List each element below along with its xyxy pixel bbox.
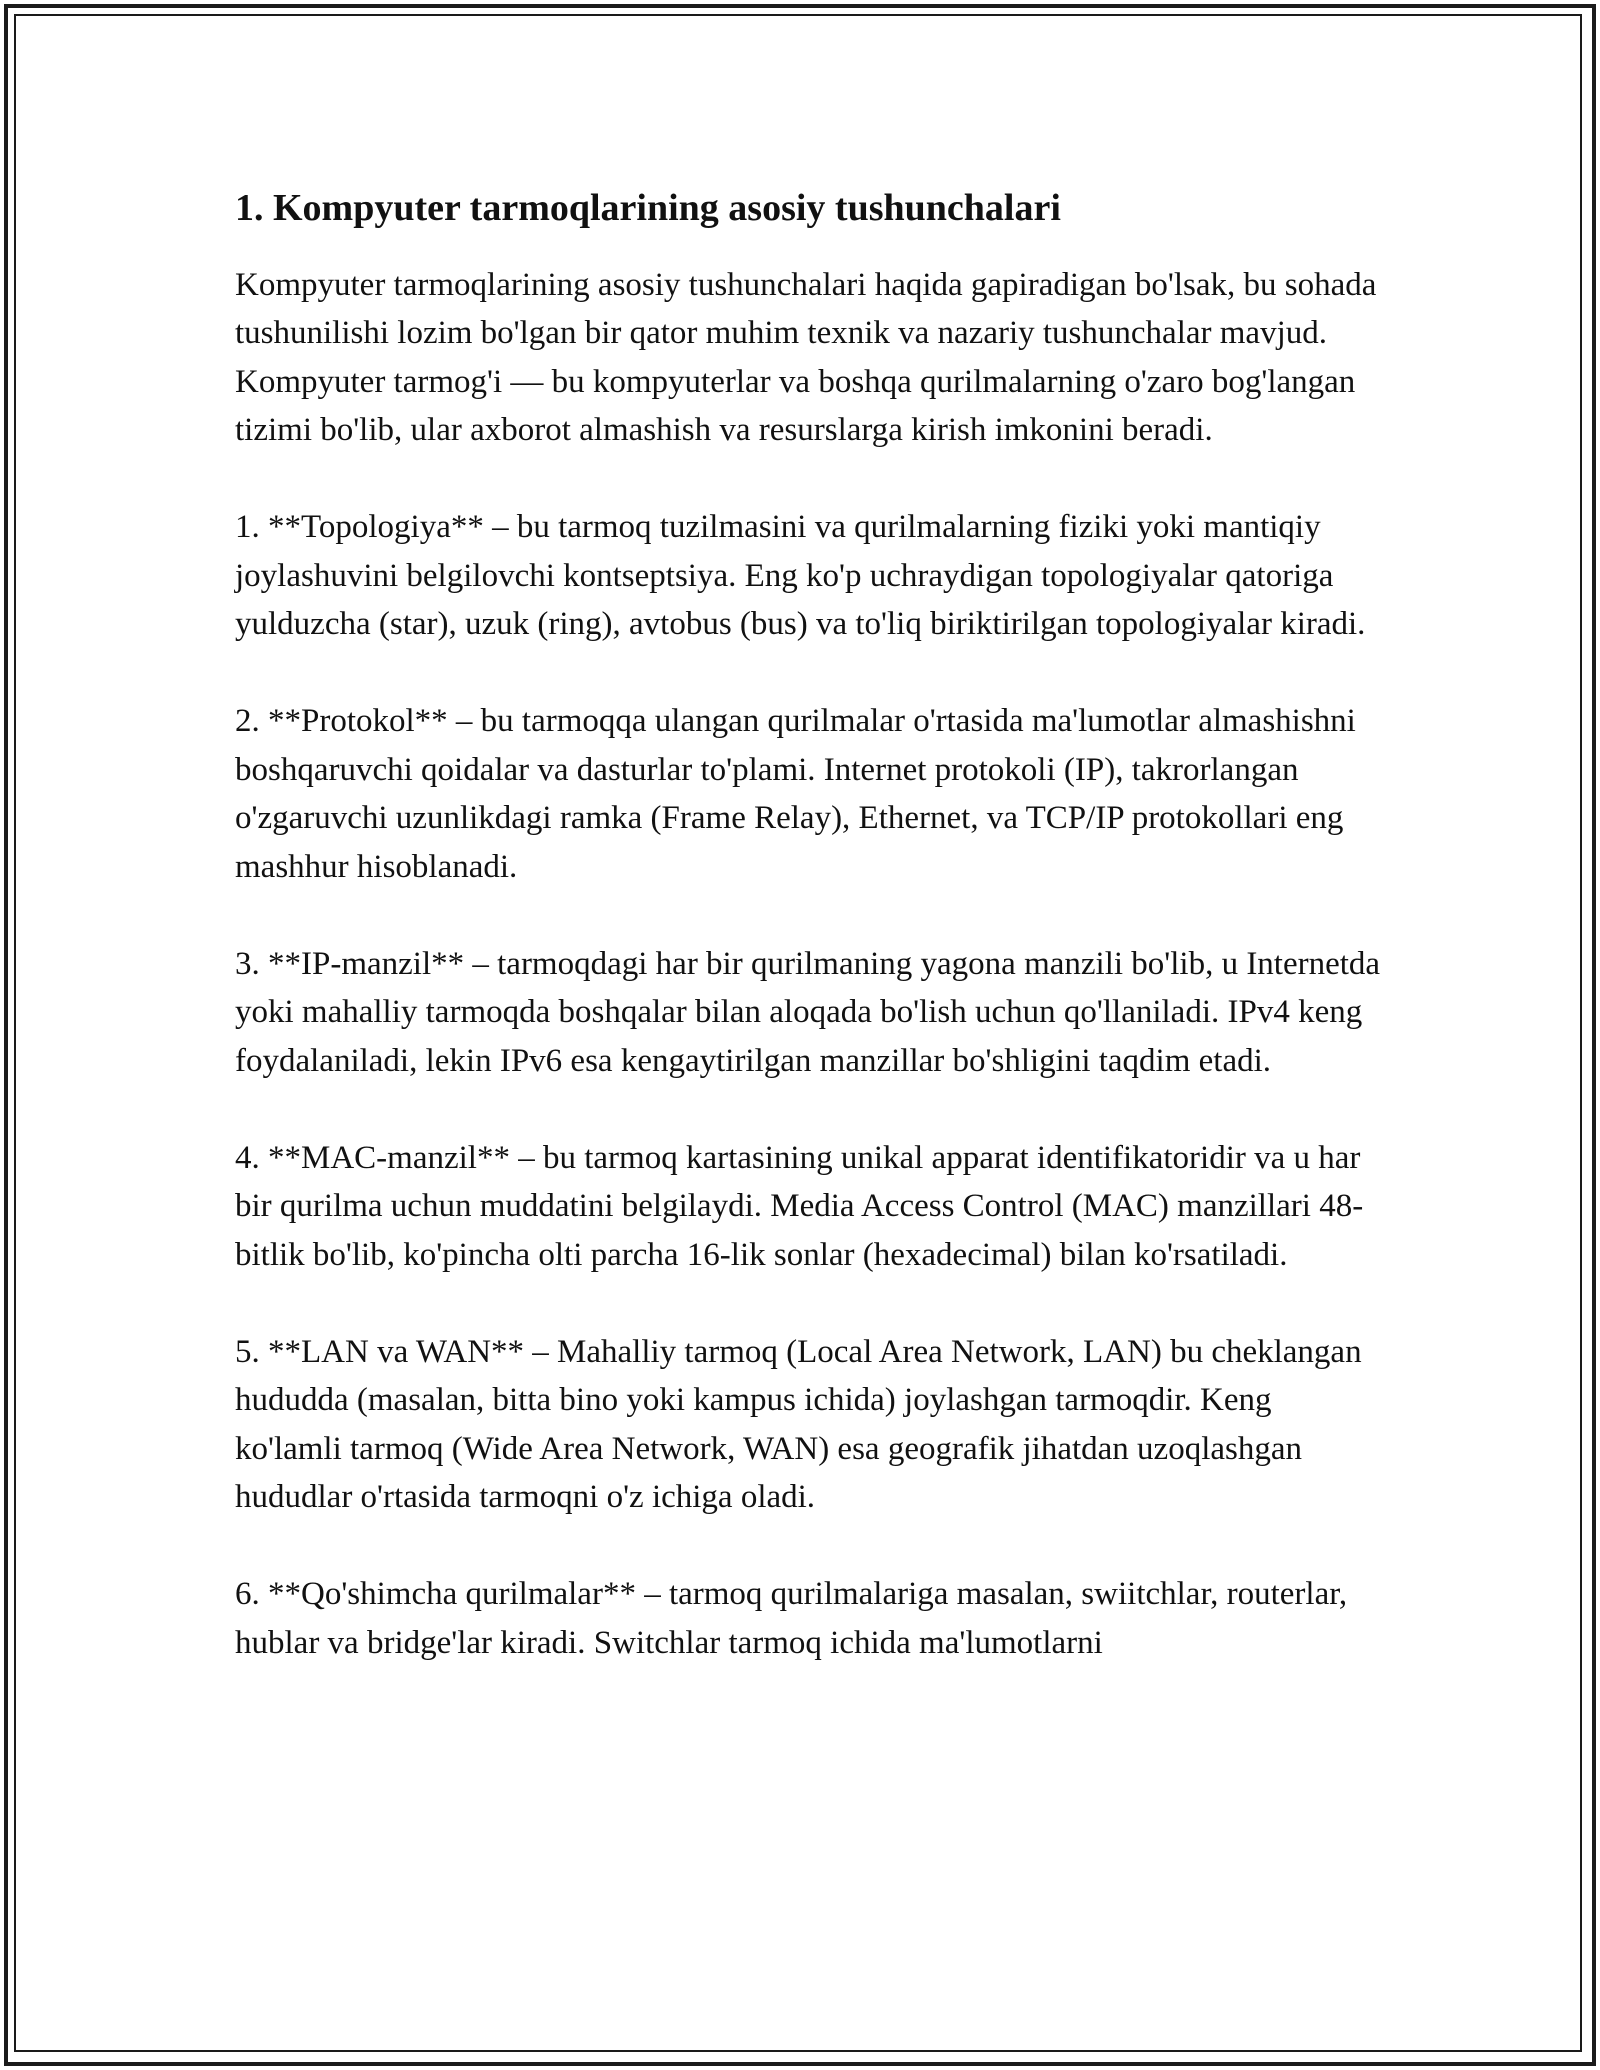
paragraph-protokol: 2. **Protokol** – bu tarmoqqa ulangan qurilmalar o'rtasida ma'lumotlar almashishni boshqaruvchi qoidalar va dasturlar to'plami. Internet protokoli (IP), takrorlangan o'zgaruvchi uzunlikdagi ramka (Frame Relay), Ethernet, va TCP/IP protokollari eng mashhur hisoblanadi. <box>235 703 1356 885</box>
paragraph-topologiya: 1. **Topologiya** – bu tarmoq tuzilmasini va qurilmalarning fiziki yoki mantiqiy joylashuvini belgilovchi kontseptsiya. Eng ko'p uchraydigan topologiyalar qatoriga yulduzcha (star), uzuk (ring), avtobus (bus) va to'liq biriktirilgan topologiyalar kiradi. <box>235 509 1366 642</box>
paragraph-lan-wan: 5. **LAN va WAN** – Mahalliy tarmoq (Local Area Network, LAN) bu cheklangan hududda (masalan, bitta bino yoki kampus ichida) joylashgan tarmoqdir. Keng ko'lamli tarmoq (Wide Area Network, WAN) esa geografik jihatdan uzoqlashgan hududlar o'rtasida tarmoqni o'z ichiga oladi. <box>235 1333 1362 1515</box>
section-heading: 1. Kompyuter tarmoqlarining asosiy tushunchalari <box>235 187 1061 229</box>
paragraph-ip-manzil: 3. **IP-manzil** – tarmoqdagi har bir qurilmaning yagona manzili bo'lib, u Internetda yoki mahalliy tarmoqda boshqalar bilan aloqada bo'lish uchun qo'llaniladi. IPv4 keng foydalaniladi, lekin IPv6 esa kengaytirilgan manzillar bo'shligini taqdim etadi. <box>235 945 1381 1079</box>
paragraph-qoshimcha-qurilmalar: 6. **Qo'shimcha qurilmalar** – tarmoq qurilmalariga masalan, swiitchlar, routerlar, hublar va bridge'lar kiradi. Switchlar tarmoq ichida ma'lumotlarni <box>235 1576 1348 1661</box>
intro-paragraph: Kompyuter tarmoqlarining asosiy tushunchalari haqida gapiradigan bo'lsak, bu sohada tushunilishi lozim bo'lgan bir qator muhim texnik va nazariy tushunchalar mavjud. Kompyuter tarmog'i — bu kompyuterlar va boshqa qurilmalarning o'zaro bog'langan tizimi bo'lib, ular axborot almashish va resurslarga kirish imkonini beradi. <box>235 266 1377 448</box>
paragraph-mac-manzil: 4. **MAC-manzil** – bu tarmoq kartasining unikal apparat identifikatoridir va u har bir qurilma uchun muddatini belgilaydi. Media Access Control (MAC) manzillari 48-bitlik bo'lib, ko'pincha olti parcha 16-lik sonlar (hexadecimal) bilan ko'rsatiladi. <box>235 1139 1364 1273</box>
document-body <box>235 185 1385 1716</box>
